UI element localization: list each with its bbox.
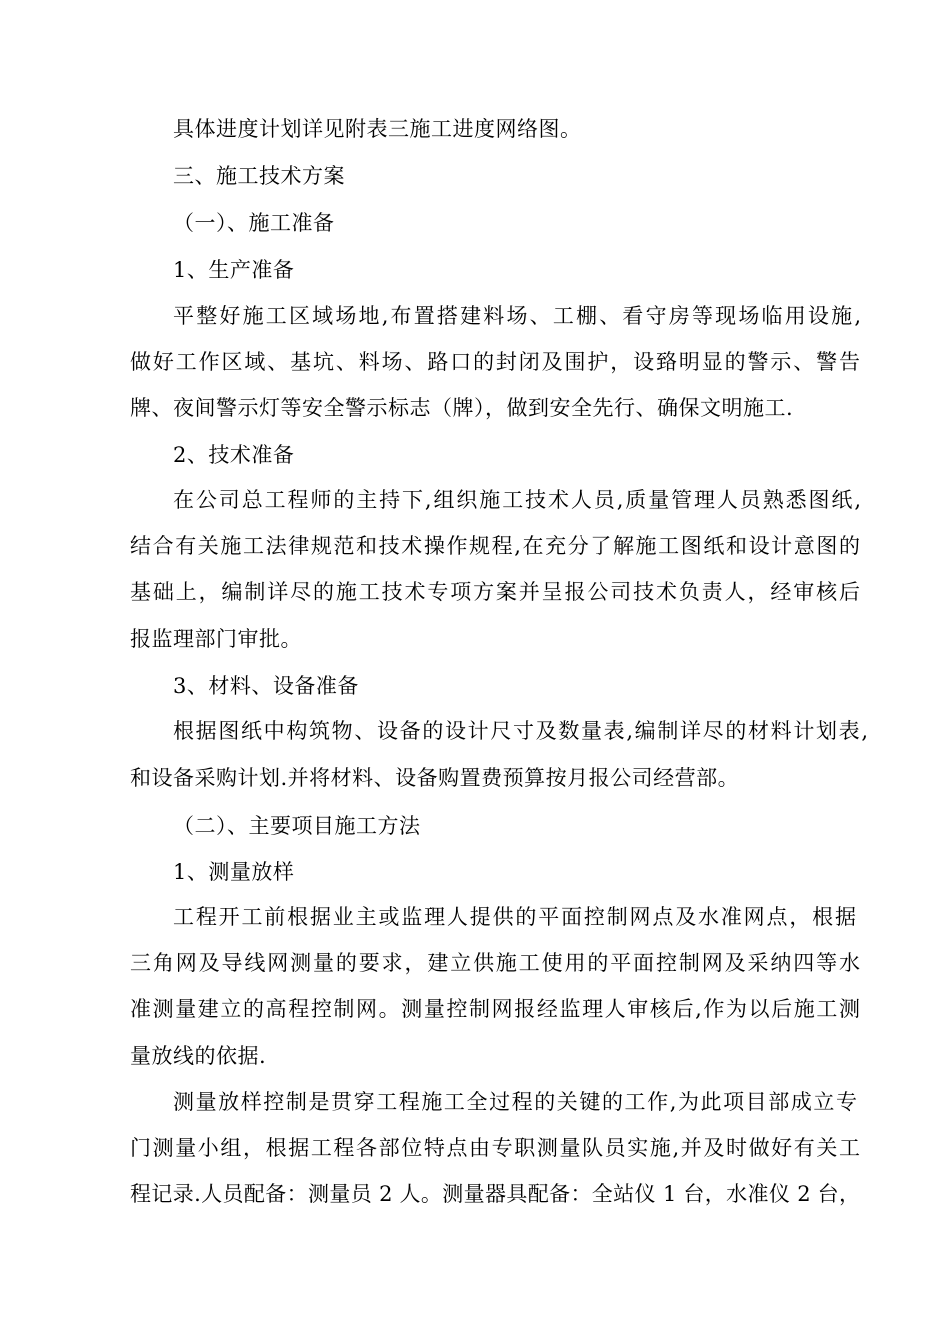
item-heading-production: 1、生产准备 [173, 258, 295, 282]
paragraph-line: 和设备采购计划.并将材料、设备购置费预算按月报公司经营部。 [130, 766, 740, 790]
paragraph-line: 根据图纸中构筑物、设备的设计尺寸及数量表,编制详尽的材料计划表, [173, 719, 868, 743]
paragraph-line: 门测量小组，根据工程各部位特点由专职测量队员实施,并及时做好有关工 [130, 1136, 860, 1160]
section-heading-3: 三、施工技术方案 [173, 164, 345, 188]
paragraph-line: 三角网及导线网测量的要求，建立供施工使用的平面控制网及采纳四等水 [130, 951, 860, 975]
paragraph-line: 结合有关施工法律规范和技术操作规程,在充分了解施工图纸和设计意图的 [130, 534, 860, 558]
item-heading-materials: 3、材料、设备准备 [173, 674, 359, 698]
subsection-heading-1: （一）、施工准备 [173, 211, 335, 235]
paragraph-line: 程记录.人员配备：测量员 2 人。测量器具配备：全站仪 1 台，水准仪 2 台， [130, 1182, 860, 1206]
paragraph-line: 平整好施工区域场地,布置搭建料场、工棚、看守房等现场临用设施, [173, 304, 861, 328]
paragraph-schedule-note: 具体进度计划详见附表三施工进度网络图。 [173, 117, 582, 141]
paragraph-line: 准测量建立的高程控制网。测量控制网报经监理人审核后,作为以后施工测 [130, 997, 860, 1021]
paragraph-line: 报监理部门审批。 [130, 627, 302, 651]
item-heading-technical: 2、技术准备 [173, 443, 295, 467]
paragraph-line: 牌、夜间警示灯等安全警示标志（牌），做到安全先行、确保文明施工. [130, 396, 794, 420]
item-heading-survey: 1、测量放样 [173, 860, 295, 884]
paragraph-line: 量放线的依据. [130, 1044, 267, 1068]
paragraph-line: 在公司总工程师的主持下,组织施工技术人员,质量管理人员熟悉图纸, [173, 488, 861, 512]
subsection-heading-2: （二）、主要项目施工方法 [173, 814, 421, 838]
paragraph-line: 做好工作区域、基坑、料场、路口的封闭及围护，设臵明显的警示、警告 [130, 350, 860, 374]
paragraph-line: 测量放样控制是贯穿工程施工全过程的关键的工作,为此项目部成立专 [173, 1090, 857, 1114]
paragraph-line: 基础上，编制详尽的施工技术专项方案并呈报公司技术负责人，经审核后 [130, 580, 860, 604]
paragraph-line: 工程开工前根据业主或监理人提供的平面控制网点及水准网点，根据 [173, 905, 856, 929]
